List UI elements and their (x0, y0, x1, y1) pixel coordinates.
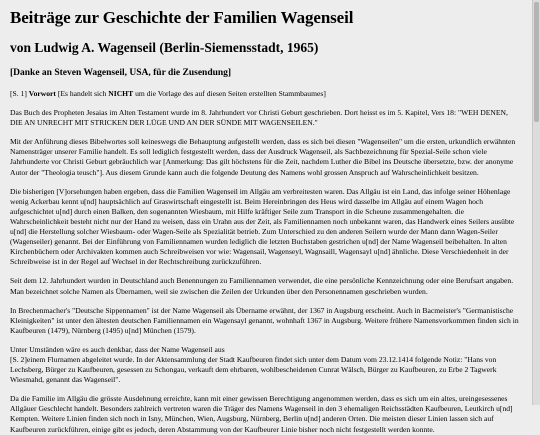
intro-paragraph (10, 89, 532, 99)
vertical-scrollbar[interactable] (532, 0, 540, 405)
body-paragraph: Mit der Anführung dieses Bibelwortes soll keineswegs die Behauptung aufgestellt werden, dass es sich bei diesen "Wagenseilen" um die ersten, urkundlich erwähnten Namensträger unserer Familie handelt. Es soll lediglich festgestellt werden, dass der Ausdruck Wagenseil, als Sachbezeichnung für Spezial-Seile schon viele Jahrhunderte vor Christi Geburt gebräuchlich war [Anmerkung: Das gilt höchstens für die Zeit, nachdem Luther die Bibel ins Deutsche übersetzte, bzw. der anonyme Autor der "Theologia teusch"]. Aus diesem Grunde kann auch die folgende Deutung des Namens wohl grossen Anspruch auf Wahrscheinlichkeit besitzen. (10, 137, 516, 177)
author-line: von Ludwig A. Wagenseil (Berlin-Siemensstadt, 1965) (10, 40, 319, 55)
page-title: Beiträge zur Geschichte der Familien Wagenseil (10, 8, 354, 27)
intro-text-emphasis: NICHT (108, 89, 134, 98)
body-paragraph: Da die Familie im Allgäu die grösste Ausdehnung erreichte, kann mit einer gewissen Berechtigung angenommen werden, dass es sich um ein altes, ureingesessenes Allgäuer Geschlecht handelt. Besonders zahlreich vertreten waren die Träger des Namens Wagenseil in den 3 ehemaligen Reichsstädten Kaufbeuren, Leutkirch u[nd] Kempten. Weitere Linien finden sich noch in Isny, München, Wien, Augsburg, Nürnberg, Berlin u[nd] anderen Orten. Die meisten dieser Linien lassen sich auf Kaufbeuren zurückführen, einige gibt es jedoch, deren Abstammung von der Kaufbeurer Linie bisher noch nicht festgestellt werden konnte. (10, 394, 513, 434)
body-paragraph: In Brechenmacher's "Deutsche Sippennamen" ist der Name Wagenseil als Übername erwähnt, der 1367 in Augsburg erscheint. Auch in Bacmeister's "Germanistische Kleinigkeiten" ist unter den ältesten deutschen Familiennamen ein Wagensayl genannt, wohnhaft 1367 in Augsburg. Weitere frühere Namensvorkommen finden sich in Kaufbeuren (1479), Nürnberg (1495) u[nd] München (1579). (10, 305, 519, 335)
page-reference: [S. 1] (10, 89, 27, 98)
scrollbar-thumb[interactable] (534, 2, 539, 122)
body-paragraph: Die bisherigen [V]orsehungen haben ergeben, dass die Familien Wagenseil im Allgäu am verbreitesten waren. Das Allgäu ist ein Land, das infolge seiner Höhenlage wenig Ackerbau kennt u[nd] hauptsächlich auf Graswirtschaft eingestellt ist. Beim Hereinbringen des Heus wird dasselbe im Allgäu auf einem Wagen hoch aufgeschichtet u[nd] durch einen Balken, den sogenannten Wiesbaum, mit Hilfe kräftiger Seile zum Transport in die Scheune zusammengehalten. die Wahrscheinlichkeit besteht nicht nur der Hand zu weisen, dass ein Urahn aus der Zeit, als Familiennamen noch unbekannt waren, das Handwerk eines Seilers ausübte u[nd] die Herstellung solcher Wiesbaum- oder Wagen-Seile als Spezialität betrieb. Zum Unterschied zu den anderen Seilern wurde der Mann dann Wagen-Seiler (Wagenseiler) genannt. Bei der Einführung von Familiennamen wurden lediglich die letzten Buchstaben gestrichen u[nd] der Name Wagenseil beibehalten. In alten Kirchenbüchern oder Archivakten kommen auch Schreibweisen vor wie: Wagensail, Wagenseyl, Wagnsaill, Wagensayl u[nd] ähnliche. Diese Verschiedenheit in der Schreibweise ist in der Regel auf Wechsel in der Rechtschreibung zurückzuführen. (10, 186, 515, 267)
intro-text-post: um die Vorlage des auf diesen Seiten erstellten Stammbaumes] (135, 89, 326, 98)
intro-text-pre: [Es handelt sich (57, 89, 107, 98)
vorwort-heading: Vorwort (28, 89, 56, 98)
body-paragraph: Unter Umständen wäre es auch denkbar, dass der Name Wagenseil aus [S. 2]einem Flurnamen abgeleitet wurde. In der Aktensammlung der Stadt Kaufbeuren findet sich unter dem Datum vom 23.12.1414 folgende Notiz: "Hans von Lechsberg, Bürger zu Kaufbeuren, gesessen zu Schongau, verkauft dem ehrbaren, wohlbescheidenen Cunrat Wälsch, Bürger zu Kaufbeuren, zu Erbe 2 Tagwerk Wiesmahd, genannt das Wagenseil". (10, 344, 497, 385)
dedication-note: [Danke an Steven Wagenseil, USA, für die Zusendung] (10, 68, 232, 78)
body-paragraph: Das Buch des Propheten Jesaias im Alten Testament wurde im 8. Jahrhundert vor Christi Geburt geschrieben. Dort heisst es im 5. Kapitel, Vers 18: "WEH DENEN, DIE AN UNRECHT MIT STRICKEN DER LÜGE UND AN DER SÜNDE MIT WAGENSEILEN." (10, 108, 508, 128)
body-paragraph: Seit dem 12. Jahrhundert wurden in Deutschland auch Benennungen zu Familiennamen verwendet, die eine persönliche Kennzeichnung oder eine Berufsart angaben. Man bezeichnet solche Namen als Übernamen, weil sie zwischen die Zeilen der Urkunden über den Personennamen geschrieben wurden. (10, 276, 514, 296)
